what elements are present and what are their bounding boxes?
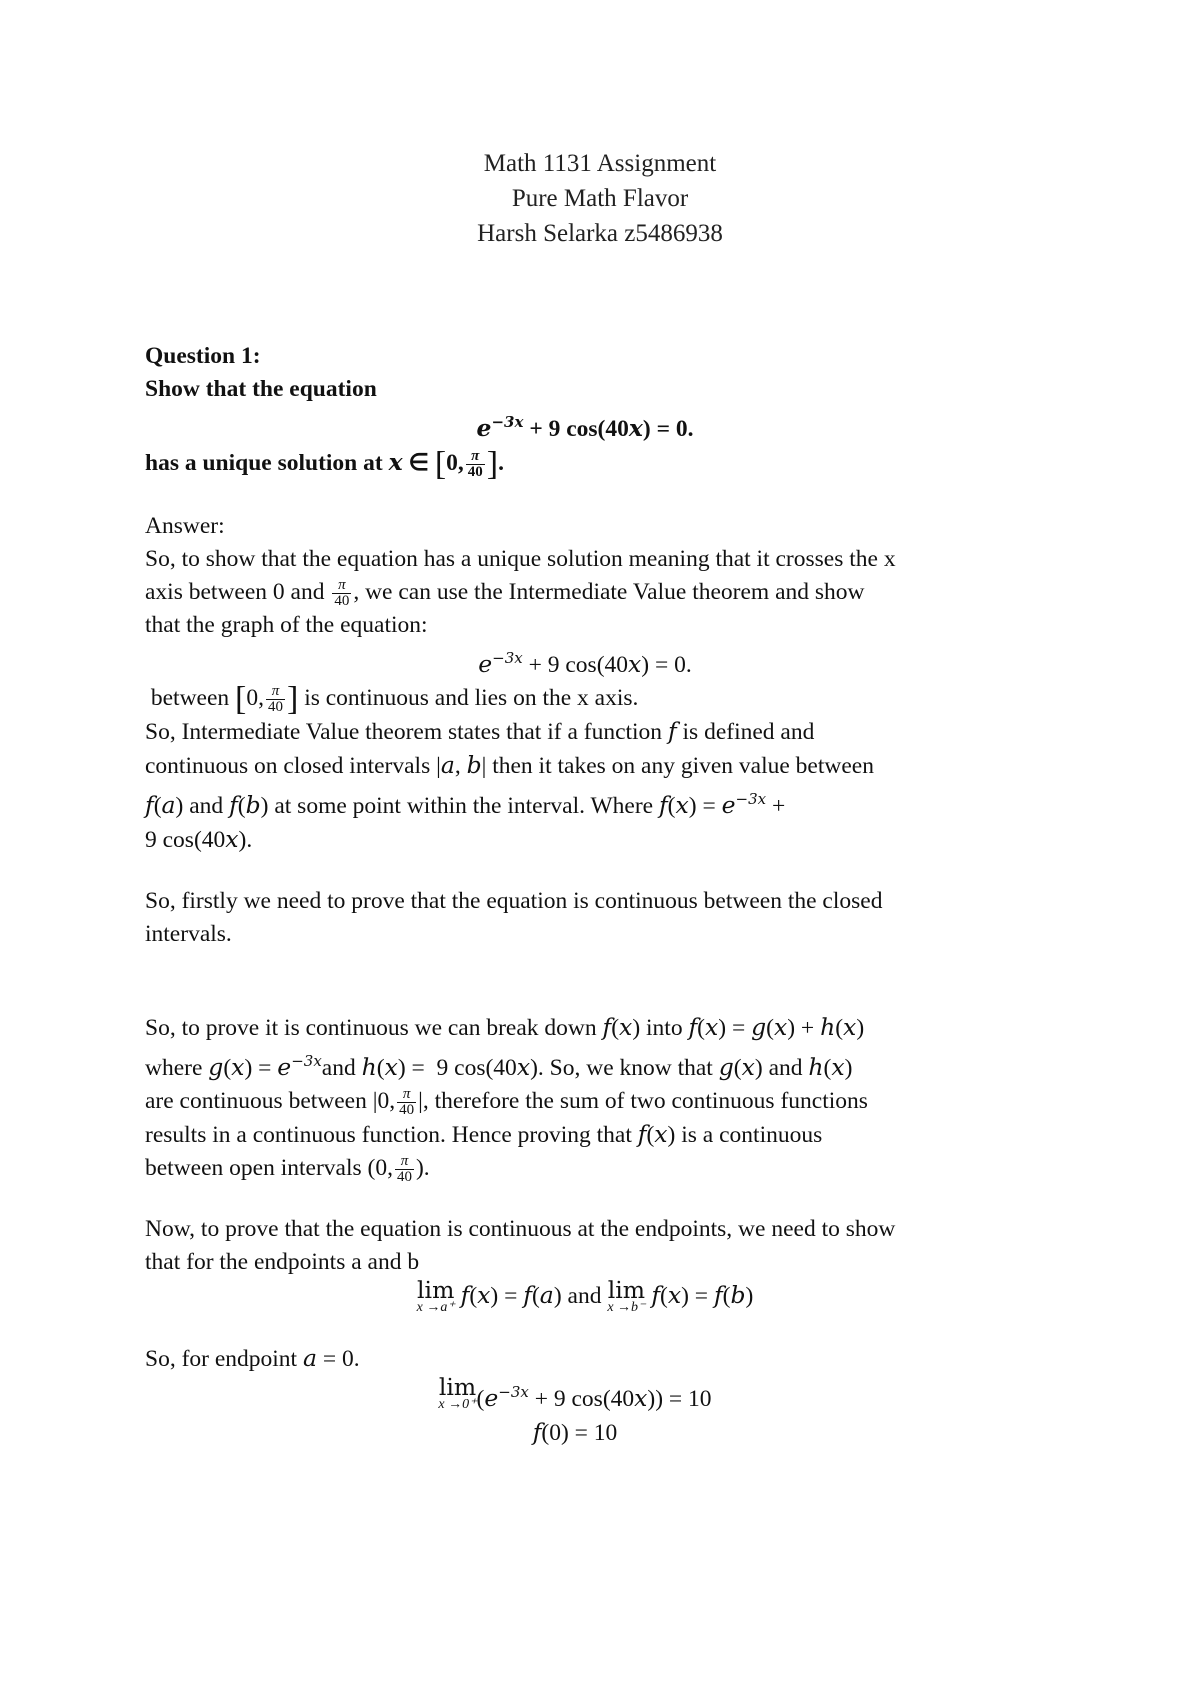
f-at-zero: f(0) = 10 (532, 1417, 618, 1446)
answer-p1-line3: that the graph of the equation: (145, 612, 428, 639)
answer-p4-line2: where $g(x) = e^{-3x}and$ h(x) = 9 cos(40x). So, we know that g(x) and h(x) (145, 1051, 853, 1081)
answer-p1-line2: axis between 0 and $\frac{\pi}{40}$ , we can use the Intermediate Value theorem and show (145, 577, 865, 610)
answer-p2-line2: continuous on closed intervals |a, b| then it takes on any given value between (145, 750, 874, 779)
answer-p3-line2: intervals. (145, 920, 232, 947)
equation-plain: $e^{-3x} + 9$ cos(40x) = 0. (478, 649, 692, 678)
answer-p1-line5: between [0, $\frac{\pi}{40}$ ] is continuous and lies on the x axis. (150, 680, 639, 718)
limit-at-zero: lim x →0⁺ ($e^{-3x} + 9$ cos(40x)) = 10 (438, 1372, 712, 1412)
answer-p3-line1: So, firstly we need to prove that the equation is continuous between the closed (145, 887, 883, 914)
question-unique-line: has a unique solution at x ∈ [0, $\frac{\pi}{40}$ ]. (145, 445, 504, 483)
fraction-pi-40: $\frac{\pi}{40}$ (467, 447, 483, 480)
answer-p5-line1: Now, to prove that the equation is continuous at the endpoints, we need to show (145, 1215, 896, 1242)
answer-p2-line4: 9 cos(40x). (145, 824, 253, 853)
question-heading: Question 1: (145, 343, 261, 369)
answer-p4-line5: between open intervals (0, $\frac{\pi}{40}$ ). (145, 1152, 430, 1185)
document-header (0, 146, 1200, 251)
answer-p2-line3: f(a) and f(b) at some point within the interval. Where $f(x) = e^{-3x}$ + (145, 789, 786, 819)
flavor-subtitle: Pure Math Flavor (511, 185, 689, 212)
document-body (145, 340, 1065, 1450)
answer-p5-line2: that for the endpoints a and b (145, 1248, 420, 1275)
limit-endpoints-equation: lim x →a⁺ f(x) = f(a) and lim x →b⁻ f(x) = f(b) (416, 1275, 754, 1315)
answer-p4-line3: are continuous between |0, $\frac{\pi}{40}$ |, therefore the sum of two continuous functions (145, 1085, 868, 1118)
author-line: Harsh Selarka z5486938 (477, 220, 723, 247)
answer-heading: Answer: (145, 512, 225, 539)
answer-p4-line1: So, to prove it is continuous we can break down f(x) into f(x) = g(x) + h(x) (145, 1012, 865, 1041)
answer-p6-line1: So, for endpoint a = 0. (145, 1343, 360, 1372)
answer-p4-line4: results in a continuous function. Hence proving that f(x) is a continuous (145, 1119, 823, 1148)
course-title: Math 1131 Assignment (483, 150, 717, 177)
question-prompt: Show that the equation (145, 376, 377, 402)
answer-p2-line1: So, Intermediate Value theorem states that if a function f is defined and (145, 716, 815, 745)
equation-bold: $e^{-3x} + 9$ cos(40x) = 0. (476, 413, 694, 442)
answer-p1-line1: So, to show that the equation has a unique solution meaning that it crosses the x (145, 545, 896, 572)
